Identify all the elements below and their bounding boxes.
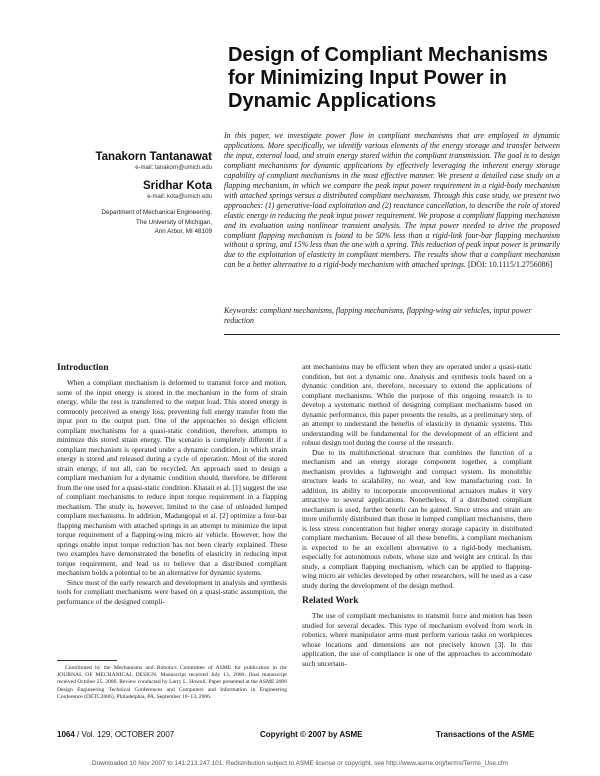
doi: [DOI: 10.1115/1.2756086] bbox=[467, 260, 553, 270]
footnote-divider bbox=[57, 660, 117, 661]
affiliation-university: The University of Michigan, bbox=[136, 218, 212, 226]
author-email-1: e-mail: tanakorn@umich.edu bbox=[135, 165, 212, 171]
affiliation-department: Department of Mechanical Engineering, bbox=[101, 209, 212, 216]
author-name-2: Sridhar Kota bbox=[142, 180, 212, 192]
footer-journal: Transactions of the ASME bbox=[436, 730, 535, 739]
paper-title: Design of Compliant Mechanisms for Minimizing Input Power in Dynamic Applications bbox=[228, 44, 549, 112]
related-paragraph-1: The use of compliant mechanisms to transmit force and motion has been studied for several decades. This type of mechanism evolved from work in robotics, where manipulator arms must perform various tasks on workpieces whose locations and dimensions are not precisely known [3]. In this application, the use of compliance is one of the approaches to accommodate such uncertain- bbox=[302, 611, 532, 668]
download-notice: Downloaded 10 Nov 2007 to 141.213.247.101. Redistribution subject to ASME license or copyright, see http://www.asme.org/terms/Terms_Use.cfm bbox=[92, 760, 508, 767]
right-column bbox=[302, 362, 532, 668]
footer-page: 1064 bbox=[57, 730, 75, 739]
abstract-divider bbox=[224, 334, 560, 335]
abstract-text: In this paper, we investigate power flow in compliant mechanisms that are employed in dynamic applications. More specifically, we identify various elements of the energy storage and transfer between the input, external load, and strain energy stored within the compliant transmission. The goal is to design compliant mechanisms for dynamic applications by effectively leveraging the inherent energy storage capability of compliant mechanisms in the most effective manner. We present a detailed case study on a flapping mechanism, in which we compare the peak input power requirement in a rigid-body mechanism with attached springs versus a distributed compliant mechanism. Through this case study, we present two approaches: (1) generative-load exploitation and (2) reactance cancellation, to describe the role of stored elastic energy in reducing the peak input power requirement. We propose a compliant flapping mechanism and its evaluation using nonlinear transient analysis. The input power needed to drive the proposed compliant flapping mechanism is found to be 50% less than a rigid-link four-bar flapping mechanism without a spring, and 15% less than the one with a spring. This reduction of peak input power is primarily due to the exploitation of elasticity in compliant members. The results show that a compliant mechanism can be a better alternative to a rigid-body mechanism with attached springs. bbox=[224, 131, 560, 270]
footnote: Contributed by the Mechanisms and Robotics Committee of ASME for publication in the JOURNAL OF MECHANICAL DESIGN. Manuscript received July 13, 2006; final manuscript received October 25, 2006. Review conducted by Larry L. Howell. Paper presented at the ASME 2006 Design Engineering Technical Conferences and Computers and Information in Engineering Conference (DETC2006), Philadelphia, PA, September 10–13, 2006. bbox=[57, 665, 287, 700]
keywords: Keywords: compliant mechanisms, flapping mechanisms, flapping-wing air vehicles, input power reduction bbox=[224, 306, 532, 325]
section-heading-related-work: Related Work bbox=[302, 596, 359, 606]
intro-paragraph-2: Since most of the early research and development in analysis and synthesis tools for compliant mechanisms were based on a quasi-static assumption, the performance of the designed compli- bbox=[57, 577, 287, 606]
footer-volume: / Vol. 129, OCTOBER 2007 bbox=[74, 730, 175, 739]
section-heading-introduction: Introduction bbox=[57, 363, 109, 373]
intro-paragraph-4: Due to its multifunctional structure that combines the function of a mechanism and an energy storage component together, a compliant mechanism provides a lightweight and compact system. Its monolithic structure leads to scalability, no wear, and low manufacturing cost. In addition, its ability to incorporate unconventional actuators makes it very attractive to several applications. Nonetheless, if a distributed compliant mechanism is used, further benefit can be gained. Since stress and strain are more uniformly distributed than those in lumped compliant mechanisms, there is less stress concentration but higher energy storage capacity in distributed compliant mechanism. Because of all these benefits, a compliant mechanism is expected to be an excellent alternative to a rigid-body mechanism, especially for autonomous robots, whose size and weight are critical. In this study, a compliant flapping mechanism, which can be applied to flapping-wing micro air vehicles developed by other researchers, will be used as a case study during the development of the design method. bbox=[302, 447, 532, 590]
author-email-2: e-mail: kota@umich.edu bbox=[147, 194, 212, 200]
footer-page-volume bbox=[57, 730, 174, 739]
intro-paragraph-1: When a compliant mechanism is deformed to transmit force and motion, some of the input energy is stored in the mechanism in the form of strain energy, while the rest is transferred to the output load. This stored energy is commonly perceived as energy loss, preventing full energy transfer from the input port to the output port. One of the approaches to design efficient compliant mechanisms for a quasi-static condition, therefore, attempts to minimize this stored strain energy. The scenario is completely different if a compliant mechanism is operated under a dynamic condition, in which strain energy is stored and released during a cycle of operation. Most of the stored strain energy, if not all, can be recycled. An approach used to design a compliant mechanism for a dynamic condition should, therefore, be different from the one used for a quasi-static condition. Khatait et al. [1] suggest the use of compliant mechanisms to reduce input torque requirement in a flapping mechanism. The study is, however, limited to the case of unloaded lumped compliant mechanisms. In addition, Madangopal et al. [2] optimize a four-bar flapping mechanism with attached springs in an attempt to minimize the input torque requirement of a flapping-wing micro air vehicle. However, how the springs enable input torque reduction has not been clearly explained. These two examples have demonstrated the benefits of elasticity in reducing input torque requirement, and lead us to believe that a distributed compliant mechanism holds a potential to be an alternative for dynamic systems. bbox=[57, 378, 287, 577]
left-column bbox=[57, 362, 287, 606]
affiliation-city: Ann Arbor, MI 48109 bbox=[154, 228, 212, 235]
author-name-1: Tanakorn Tantanawat bbox=[95, 151, 212, 163]
footer-copyright: Copyright © 2007 by ASME bbox=[260, 730, 363, 739]
abstract bbox=[224, 131, 560, 270]
affiliation bbox=[40, 208, 212, 237]
intro-paragraph-3: ant mechanisms may be efficient when they are operated under a quasi-static condition, but not a dynamic one. Analysis and synthesis tools based on a dynamic condition are, therefore, necessary to extend the applications of compliant mechanisms. While the purpose of this ongoing research is to develop a systematic method of designing compliant mechanisms based on dynamic performance, this paper presents the results, as a preliminary step, of an attempt to understand the benefits of elasticity in dynamic systems. This understanding will be fundamental for the development of an efficient and robust design tool during the course of the research. bbox=[302, 362, 532, 447]
author-block bbox=[40, 150, 212, 237]
